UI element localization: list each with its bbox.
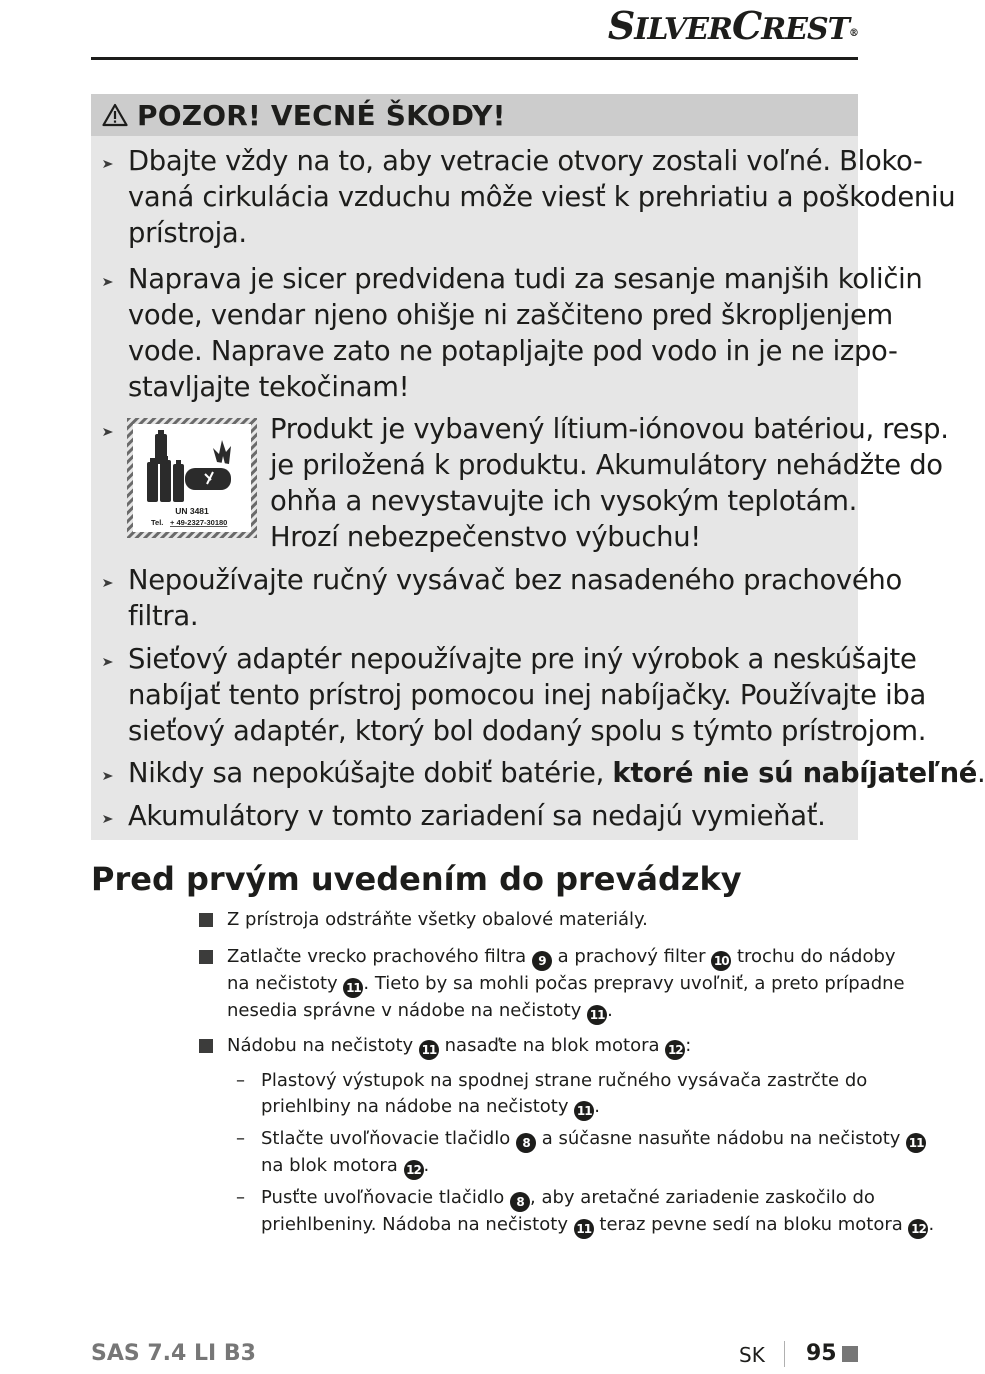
part-number-11: 11	[587, 1005, 607, 1025]
battery-label-tel-number: + 49-2327-30180	[170, 518, 228, 527]
footer-language: SK	[739, 1343, 765, 1367]
part-number-8: 8	[510, 1192, 530, 1212]
warning-triangle-icon	[102, 103, 128, 127]
battery-label-tel-prefix: Tel.	[151, 518, 164, 527]
arrow-bullet-icon	[102, 276, 114, 288]
arrow-bullet-icon	[102, 158, 114, 170]
square-bullet-icon	[199, 913, 213, 927]
part-number-10: 10	[711, 951, 731, 971]
part-number-11: 11	[906, 1133, 926, 1153]
page-number: 95	[806, 1341, 837, 1366]
battery-label-un: UN 3481	[175, 506, 209, 516]
part-number-9: 9	[532, 951, 552, 971]
warning-header	[91, 94, 858, 136]
part-number-12: 12	[665, 1040, 685, 1060]
part-number-11: 11	[574, 1219, 594, 1239]
section-title: Pred prvým uvedením do prevádzky	[91, 860, 742, 898]
square-bullet-icon	[199, 950, 213, 964]
part-number-11: 11	[574, 1101, 594, 1121]
arrow-bullet-icon	[102, 426, 114, 438]
lithium-battery-hazard-label	[127, 418, 257, 538]
emphasis-text: ktoré nie sú nabíjateľné	[612, 758, 978, 789]
arrow-bullet-icon	[102, 770, 114, 782]
header-rule	[91, 57, 858, 60]
warning-box: POZOR! VECNÉ ŠKODY! Dbajte vždy na to, aby vetracie otvory zostali voľné. Bloko- vaná cirkulácia vzduchu môže viesť k prehriatiu a poškodeniu prístroja. Naprava je sicer predvidena tudi za sesanje manjših količin vode, vendar njeno ohišje ni zaščiteno pred škropljenjem vode. Naprave zato ne potapljajte pod vodo in je ne izpo- stavljajte tekočinam! UN 3481 Tel. + 49-2327-30180 Produkt je vybavený lítium-iónovou batériou, resp. je priložená k produktu. Akumulátory nehádžte do ohňa a nevystavujte ich vysokým teplotám. Hrozí nebezpečenstvo výbuchu! Nepoužívajte ručný vysávač bez nasadeného prachového filtra. Sieťový adaptér nepoužívajte pre iný výrobok a neskúšajte nabíjať tento prístroj pomocou inej nabíjačky. Používajte iba sieťový adaptér, ktorý bol dodaný spolu s týmto prístrojom. Nikdy sa nepokúšajte dobiť batérie, ktoré nie sú nabíjateľné. Akumulátory v tomto zariadení sa nedajú vymieňať.	[91, 94, 858, 840]
arrow-bullet-icon	[102, 577, 114, 589]
brand-logo: SILVERCREST®	[607, 3, 858, 48]
arrow-bullet-icon	[102, 813, 114, 825]
footer-model: SAS 7.4 LI B3	[91, 1341, 256, 1366]
part-number-12: 12	[908, 1219, 928, 1239]
arrow-bullet-icon	[102, 656, 114, 668]
battery-warning-text: Produkt je vybavený lítium-iónovou batériou, resp. je priložená k produktu. Akumulátory nehádžte do ohňa a nevystavujte ich vysokým teplotám. Hrozí nebezpečenstvo výbuchu!	[270, 414, 949, 553]
square-bullet-icon	[199, 1039, 213, 1053]
footer-separator	[784, 1341, 785, 1367]
part-number-11: 11	[419, 1040, 439, 1060]
part-number-12: 12	[404, 1160, 424, 1180]
part-number-8: 8	[516, 1133, 536, 1153]
part-number-11: 11	[343, 978, 363, 998]
warning-title: POZOR! VECNÉ ŠKODY!	[137, 98, 506, 132]
footer-square-icon	[842, 1346, 858, 1362]
